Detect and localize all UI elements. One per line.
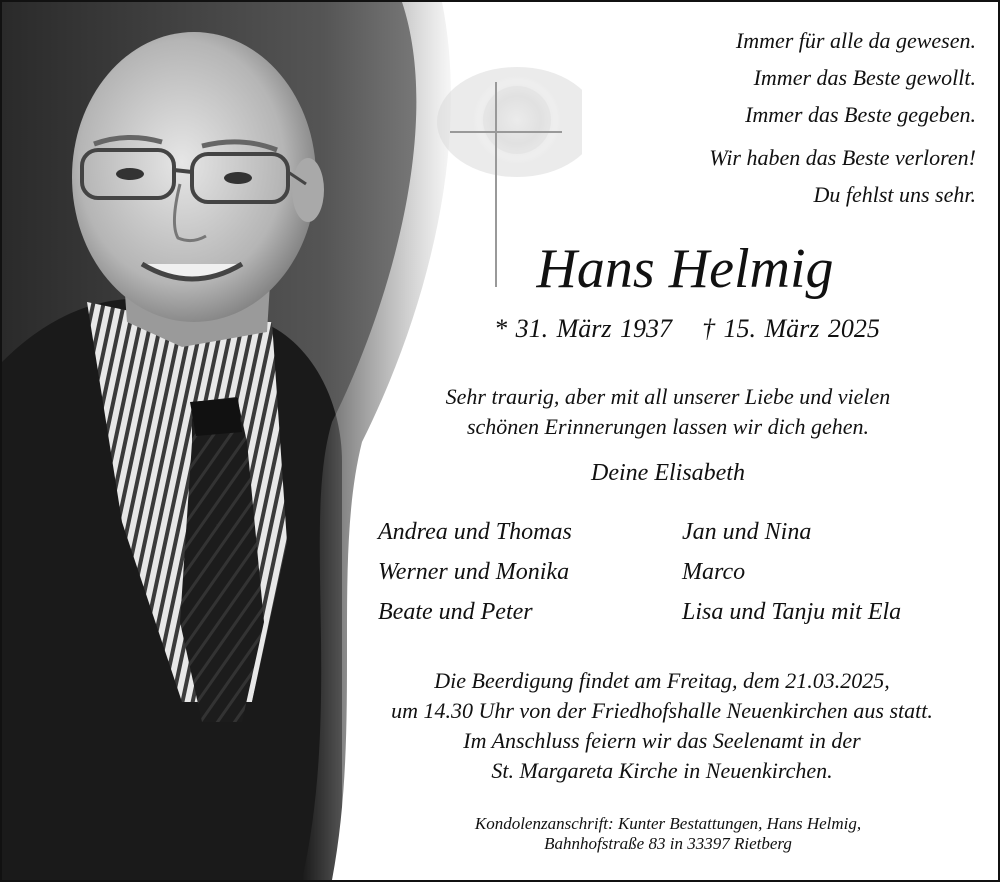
- poem: [709, 22, 976, 213]
- farewell-text: [382, 382, 954, 442]
- family-member: Marco: [682, 559, 746, 585]
- family-member: Beate und Peter: [378, 599, 533, 625]
- poem-line: Immer das Beste gegeben.: [745, 102, 976, 127]
- funeral-details: [322, 666, 1000, 786]
- spouse-signature: Deine Elisabeth: [591, 460, 745, 486]
- family-member: Andrea und Thomas: [378, 519, 572, 545]
- family-list-right: [682, 512, 901, 632]
- condolence-address: [382, 814, 954, 854]
- funeral-line: Im Anschluss feiern wir das Seelenamt in der: [463, 728, 861, 753]
- death-date: † 15. März 2025: [702, 314, 880, 343]
- farewell-line: schönen Erinnerungen lassen wir dich gehen.: [466, 414, 870, 439]
- poem-line: Immer für alle da gewesen.: [735, 28, 976, 53]
- poem-line: Immer das Beste gewollt.: [753, 65, 976, 90]
- deceased-name: Hans Helmig: [536, 238, 834, 300]
- funeral-line: St. Margareta Kirche in Neuenkirchen.: [491, 758, 833, 783]
- family-member: Jan und Nina: [682, 519, 812, 545]
- poem-line: Du fehlst uns sehr.: [813, 182, 976, 207]
- funeral-line: Die Beerdigung findet am Freitag, dem 21.03.2025,: [434, 668, 890, 693]
- family-member: Werner und Monika: [378, 559, 570, 585]
- family-member: Lisa und Tanju mit Ela: [682, 599, 902, 625]
- poem-line: Wir haben das Beste verloren!: [709, 145, 976, 170]
- birth-date: * 31. März 1937: [494, 314, 672, 343]
- family-list-left: [378, 512, 572, 632]
- condolence-line: Bahnhofstraße 83 in 33397 Rietberg: [544, 834, 792, 853]
- farewell-line: Sehr traurig, aber mit all unserer Liebe und vielen: [445, 384, 891, 409]
- funeral-line: um 14.30 Uhr von der Friedhofshalle Neuenkirchen aus statt.: [391, 698, 933, 723]
- condolence-line: Kondolenzanschrift: Kunter Bestattungen, Hans Helmig,: [474, 814, 862, 833]
- life-dates: [442, 314, 932, 344]
